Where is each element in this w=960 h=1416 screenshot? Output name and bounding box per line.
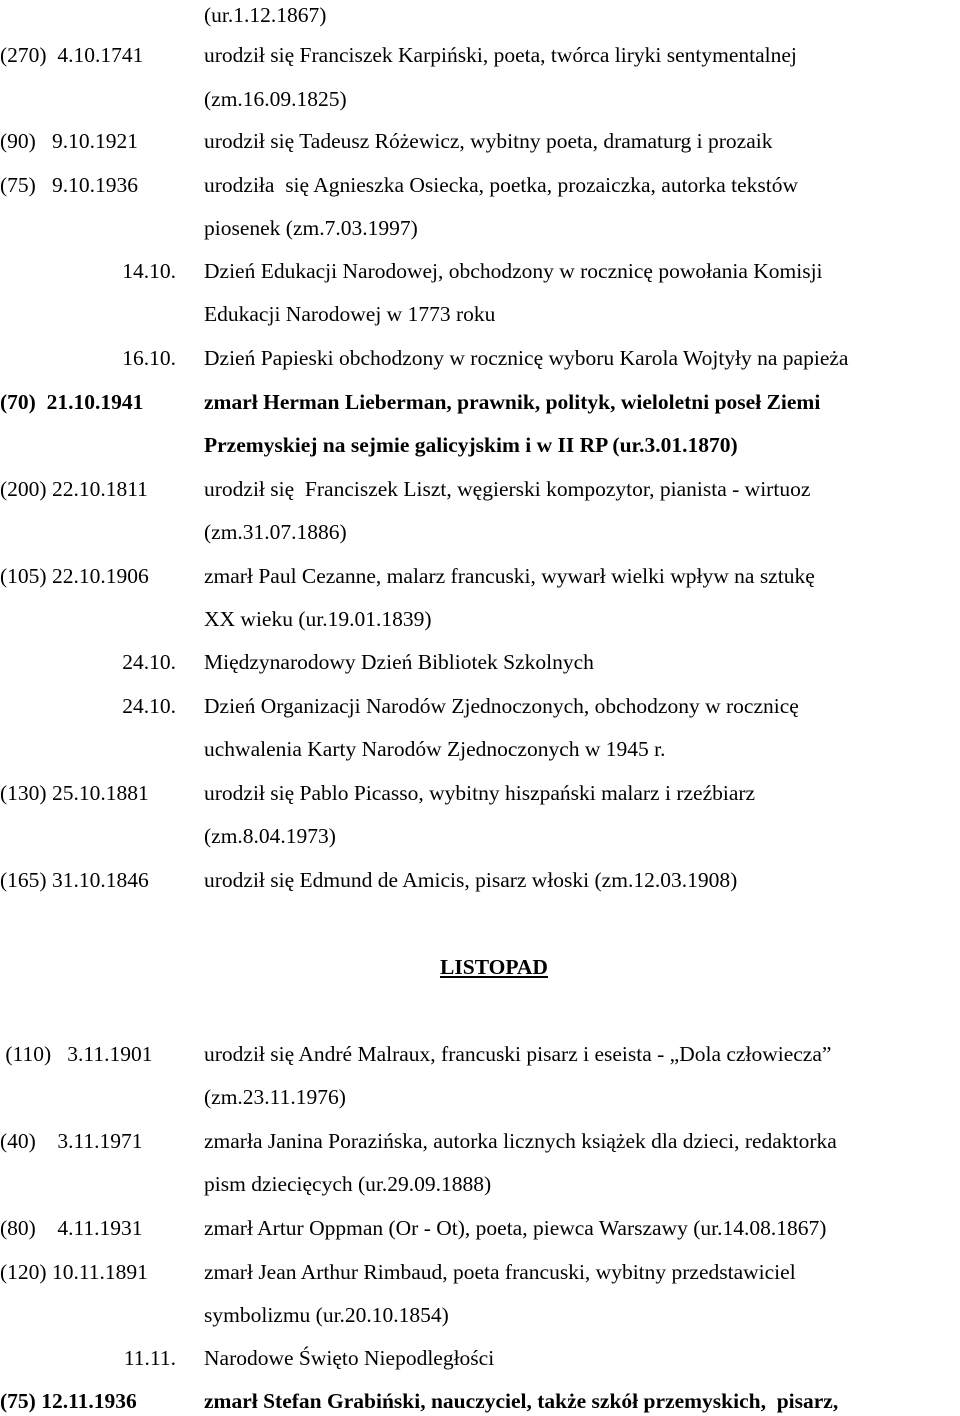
entry-line — [0, 1126, 960, 1156]
entry-date: (105) 22.10.1906 — [0, 564, 149, 588]
entry-line — [0, 821, 960, 851]
entry-line — [0, 561, 960, 591]
entry-line — [0, 474, 960, 504]
entry-line — [0, 691, 960, 721]
entry-line — [0, 865, 960, 895]
entry-date: 11.11. — [123, 1346, 176, 1370]
entry-text: piosenek (zm.7.03.1997) — [204, 216, 418, 240]
entry-text: zmarł Stefan Grabiński, nauczyciel, także szkół przemyskich, pisarz, — [204, 1389, 839, 1413]
entry-line — [0, 1386, 960, 1416]
entry-text: symbolizmu (ur.20.10.1854) — [204, 1303, 449, 1327]
entry-text: (zm.23.11.1976) — [204, 1085, 346, 1109]
entry-line — [0, 1082, 960, 1112]
entry-text: Międzynarodowy Dzień Bibliotek Szkolnych — [204, 650, 594, 674]
entry-line — [0, 1257, 960, 1287]
entry-text: urodził się André Malraux, francuski pisarz i eseista - „Dola człowiecza” — [204, 1042, 832, 1066]
entry-line — [0, 84, 960, 114]
entry-line — [0, 40, 960, 70]
section-heading: LISTOPAD — [440, 955, 548, 979]
entry-date: (80) 4.11.1931 — [0, 1216, 143, 1240]
entry-date: (200) 22.10.1811 — [0, 477, 148, 501]
entry-date: (110) 3.11.1901 — [0, 1042, 153, 1066]
entry-line — [0, 126, 960, 156]
entry-line — [0, 299, 960, 329]
entry-line — [0, 778, 960, 808]
entry-line — [0, 1213, 960, 1243]
entry-text: zmarł Jean Arthur Rimbaud, poeta francuski, wybitny przedstawiciel — [204, 1260, 796, 1284]
entry-text: (zm.16.09.1825) — [204, 87, 347, 111]
entry-text: urodził się Franciszek Liszt, węgierski kompozytor, pianista - wirtuoz — [204, 477, 811, 501]
entry-date: (70) 21.10.1941 — [0, 390, 144, 414]
entry-line — [0, 387, 960, 417]
entry-text: zmarła Janina Porazińska, autorka licznych książek dla dzieci, redaktorka — [204, 1129, 837, 1153]
entry-date: (75) 12.11.1936 — [0, 1389, 137, 1413]
entry-text: urodził się Pablo Picasso, wybitny hiszpański malarz i rzeźbiarz — [204, 781, 756, 805]
entry-line — [0, 1300, 960, 1330]
entry-line — [0, 170, 960, 200]
entry-text: uchwalenia Karty Narodów Zjednoczonych w 1945 r. — [204, 737, 666, 761]
entry-date: (120) 10.11.1891 — [0, 1260, 148, 1284]
entry-text: Dzień Organizacji Narodów Zjednoczonych, obchodzony w rocznicę — [204, 694, 799, 718]
entry-line — [0, 1039, 960, 1069]
entry-line — [0, 256, 960, 286]
entry-date: 16.10. — [122, 346, 176, 370]
entry-line — [0, 430, 960, 460]
entry-line — [0, 1169, 960, 1199]
entry-text: (ur.1.12.1867) — [204, 3, 327, 27]
entry-line — [0, 734, 960, 764]
entry-text: zmarł Herman Lieberman, prawnik, polityk, wieloletni poseł Ziemi — [204, 390, 821, 414]
entry-text: (zm.31.07.1886) — [204, 520, 347, 544]
entry-date: 14.10. — [122, 259, 176, 283]
entry-date: (165) 31.10.1846 — [0, 868, 149, 892]
entry-text: urodził się Edmund de Amicis, pisarz włoski (zm.12.03.1908) — [204, 868, 738, 892]
entry-text: Dzień Edukacji Narodowej, obchodzony w rocznicę powołania Komisji — [204, 259, 823, 283]
entry-date: 24.10. — [122, 694, 176, 718]
entry-line — [0, 647, 960, 677]
entry-text: Dzień Papieski obchodzony w rocznicę wyboru Karola Wojtyły na papieża — [204, 346, 849, 370]
entry-text: Narodowe Święto Niepodległości — [204, 1346, 495, 1370]
entry-date: 24.10. — [122, 650, 176, 674]
entry-date: (130) 25.10.1881 — [0, 781, 149, 805]
entry-text: urodził się Tadeusz Różewicz, wybitny poeta, dramaturg i prozaik — [204, 129, 773, 153]
entry-date: (40) 3.11.1971 — [0, 1129, 143, 1153]
entry-line — [0, 0, 960, 30]
entry-line — [0, 343, 960, 373]
entry-text: XX wieku (ur.19.01.1839) — [204, 607, 432, 631]
entry-date: (90) 9.10.1921 — [0, 129, 138, 153]
entry-line — [0, 213, 960, 243]
entry-text: (zm.8.04.1973) — [204, 824, 336, 848]
entry-line — [0, 1343, 960, 1373]
entry-text: Przemyskiej na sejmie galicyjskim i w II RP (ur.3.01.1870) — [204, 433, 738, 457]
entry-line — [0, 517, 960, 547]
entry-text: urodziła się Agnieszka Osiecka, poetka, prozaiczka, autorka tekstów — [204, 173, 799, 197]
entry-date: (270) 4.10.1741 — [0, 43, 144, 67]
entry-text: urodził się Franciszek Karpiński, poeta, twórca liryki sentymentalnej — [204, 43, 797, 67]
entry-text: zmarł Paul Cezanne, malarz francuski, wywarł wielki wpływ na sztukę — [204, 564, 815, 588]
entry-text: Edukacji Narodowej w 1773 roku — [204, 302, 496, 326]
entry-date: (75) 9.10.1936 — [0, 173, 138, 197]
entry-text: pism dziecięcych (ur.29.09.1888) — [204, 1172, 492, 1196]
entry-text: zmarł Artur Oppman (Or - Ot), poeta, piewca Warszawy (ur.14.08.1867) — [204, 1216, 827, 1240]
entry-line — [0, 604, 960, 634]
